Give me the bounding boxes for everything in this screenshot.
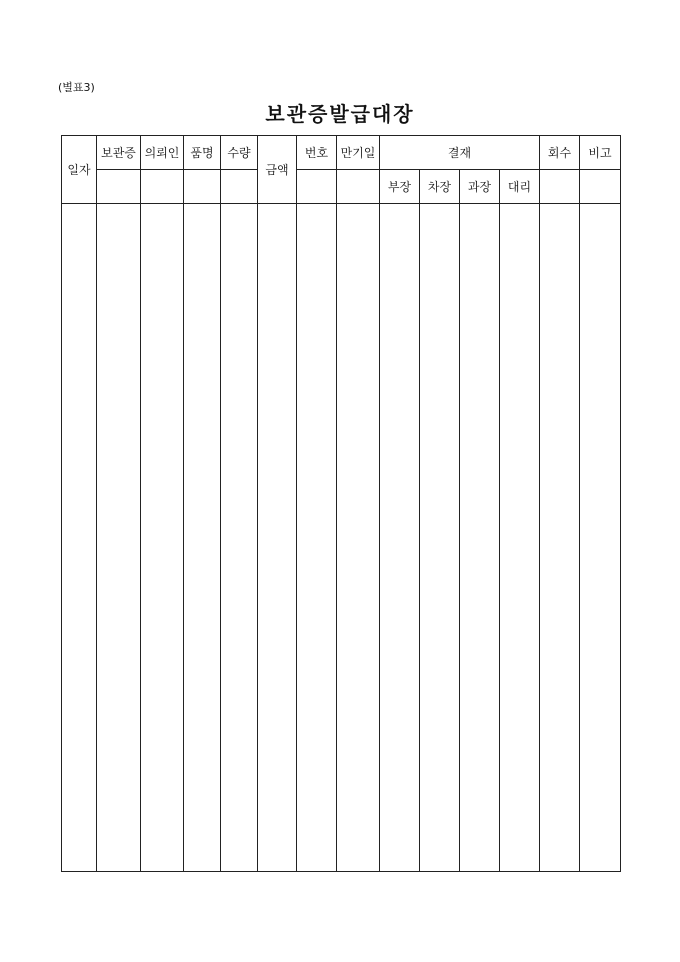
blank-cell xyxy=(97,170,141,204)
entry-approval-deputy-head[interactable] xyxy=(420,204,460,872)
entry-quantity[interactable] xyxy=(221,204,258,872)
entry-due-date[interactable] xyxy=(337,204,380,872)
entry-approval-department-head[interactable] xyxy=(380,204,420,872)
entry-requester[interactable] xyxy=(141,204,184,872)
blank-cell xyxy=(580,170,621,204)
header-item: 품명 xyxy=(184,136,221,170)
header-amount: 금액 xyxy=(258,136,297,204)
blank-cell xyxy=(297,170,337,204)
approval-department-head: 부장 xyxy=(380,170,420,204)
header-approval: 결재 xyxy=(380,136,540,170)
blank-cell xyxy=(221,170,258,204)
header-collected: 회수 xyxy=(540,136,580,170)
approval-deputy-head: 차장 xyxy=(420,170,460,204)
blank-cell xyxy=(184,170,221,204)
header-requester: 의뢰인 xyxy=(141,136,184,170)
document-title: 보관증발급대장 xyxy=(265,102,415,126)
blank-cell xyxy=(141,170,184,204)
header-certificate: 보관증 xyxy=(97,136,141,170)
entry-approval-assistant-manager[interactable] xyxy=(500,204,540,872)
entry-date[interactable] xyxy=(62,204,97,872)
approval-assistant-manager: 대리 xyxy=(500,170,540,204)
annex-label: (별표3) xyxy=(58,81,95,94)
header-remarks: 비고 xyxy=(580,136,621,170)
entry-certificate[interactable] xyxy=(97,204,141,872)
header-due-date: 만기일 xyxy=(337,136,380,170)
blank-cell xyxy=(540,170,580,204)
entry-area-row xyxy=(62,204,621,872)
approval-section-chief: 과장 xyxy=(460,170,500,204)
entry-remarks[interactable] xyxy=(580,204,621,872)
header-quantity: 수량 xyxy=(221,136,258,170)
entry-collected[interactable] xyxy=(540,204,580,872)
entry-number[interactable] xyxy=(297,204,337,872)
header-row-1 xyxy=(62,136,621,170)
entry-approval-section-chief[interactable] xyxy=(460,204,500,872)
header-date: 일자 xyxy=(62,136,97,204)
header-row-2 xyxy=(62,170,621,204)
header-number: 번호 xyxy=(297,136,337,170)
entry-item[interactable] xyxy=(184,204,221,872)
ledger-table xyxy=(61,135,621,872)
entry-amount[interactable] xyxy=(258,204,297,872)
blank-cell xyxy=(337,170,380,204)
